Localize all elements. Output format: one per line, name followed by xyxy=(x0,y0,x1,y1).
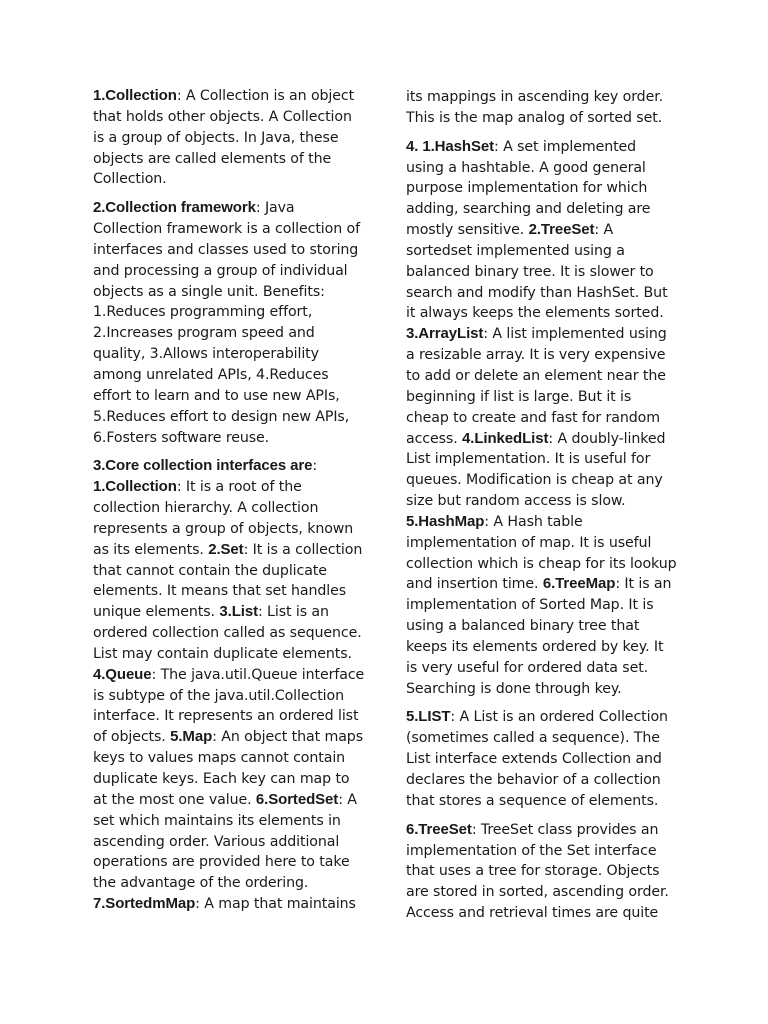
term-label: 3.Core collection interfaces are xyxy=(93,457,313,475)
right-column xyxy=(406,87,678,924)
term-label: 3.ArrayList xyxy=(406,325,484,343)
paragraph-text: : A List is an ordered Collection (sometimes called a sequence). The List interface extends Collection and declares the behavior of a collection that stores a sequence of elements. xyxy=(406,709,668,809)
term-label: 5.LIST xyxy=(406,708,451,726)
term-label: 4.LinkedList xyxy=(462,429,549,447)
term-label: 1.Collection xyxy=(93,478,177,496)
paragraph-text: : TreeSet class provides an implementation of the Set interface that uses a tree for storage. Objects are stored in sorted, ascending order. Access and retrieval times are quite xyxy=(406,821,669,922)
paragraph-text: : xyxy=(312,458,318,475)
paragraph-text: : List is an ordered collection called as sequence. List may contain duplicate elements. xyxy=(93,604,362,662)
paragraph-text: : A list implemented using a resizable array. It is very expensive to add or delete an element near the beginning if list is large. But it is cheap to create and fast for random access. xyxy=(406,326,667,447)
term-label: 5.HashMap xyxy=(406,512,485,530)
paragraph-text: : A Collection is an object that holds other objects. A Collection is a group of objects. In Java, these objects are called elements of the Collection. xyxy=(93,88,355,188)
term-label: 2.Collection framework xyxy=(93,199,256,217)
paragraph-text: : It is a collection that cannot contain the duplicate elements. It means that set handles unique elements. xyxy=(93,541,363,621)
term-label: 5.Map xyxy=(170,728,213,746)
paragraph-text: : A sortedset implemented using a balanced binary tree. It is slower to search and modify than HashSet. But it always keeps the elements sorted. xyxy=(406,222,668,322)
paragraph-text: : A set implemented using a hashtable. A good general purpose implementation for which adding, searching and deleting are mostly sensitive. xyxy=(406,138,651,239)
term-label: 6.TreeSet xyxy=(406,820,472,838)
term-label: 1.Collection xyxy=(93,87,177,104)
term-label: 6.TreeMap xyxy=(542,575,616,593)
paragraph-text: : It is an implementation of Sorted Map. It is using a balanced binary tree that keeps its elements ordered by key. It is very useful for ordered data set. Searching is done through key. xyxy=(406,576,672,697)
left-column xyxy=(93,86,365,915)
paragraph-text: its mappings in ascending key order. This is the map analog of sorted set. xyxy=(406,89,664,126)
term-label: 2.TreeSet xyxy=(528,221,595,239)
paragraph-text: : The java.util.Queue interface is subtype of the java.util.Collection interface. It represents an ordered list of objects. xyxy=(93,666,365,746)
paragraph-treeset xyxy=(406,820,678,924)
paragraph-text: : It is a root of the collection hierarchy. A collection represents a group of objects, known as its elements. xyxy=(93,479,354,558)
paragraph-text: : A set which maintains its elements in ascending order. Various additional operations are provided here to take the advantage of the ordering. xyxy=(93,791,357,892)
paragraph-collection xyxy=(93,86,365,190)
term-label: 2.Set xyxy=(208,540,244,558)
paragraph-text: : A map that maintains xyxy=(195,896,356,913)
paragraph-sorted-map-continued xyxy=(406,87,678,129)
paragraph-text: : A doubly-linked List implementation. It is useful for queues. Modification is cheap at any size but random access is slow. xyxy=(406,430,666,510)
paragraph-text: : An object that maps keys to values maps cannot contain duplicate keys. Each key can map to at the most one value. xyxy=(93,729,363,808)
term-label: 6.SortedSet xyxy=(255,790,339,808)
paragraph-core-interfaces xyxy=(93,456,365,915)
paragraph-text: : A Hash table implementation of map. It is useful collection which is cheap for its lookup and insertion time. xyxy=(406,513,677,593)
paragraph-collection-framework xyxy=(93,198,365,448)
term-label: 7.SortedmMap xyxy=(93,895,196,913)
term-label: 4. 1.HashSet xyxy=(406,137,495,155)
term-label: 3.List xyxy=(219,603,258,621)
paragraph-text: : Java Collection framework is a collection of interfaces and classes used to storing and processing a group of individual objects as a single unit. Benefits: 1.Reduces programming effort, 2.Increases program speed and quality, 3.Allows interoperability among unrelated APIs, 4.Reduces effort to learn and to use new APIs, 5.Reduces effort to design new APIs, 6.Fosters software reuse. xyxy=(93,200,360,446)
paragraph-list xyxy=(406,707,678,811)
term-label: 4.Queue xyxy=(93,665,152,683)
paragraph-implementations xyxy=(406,137,678,700)
